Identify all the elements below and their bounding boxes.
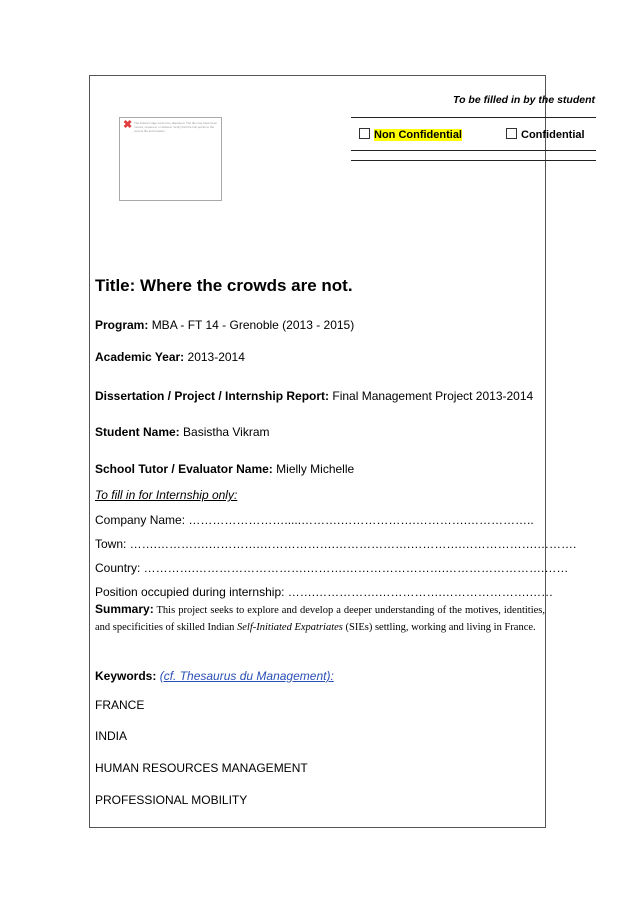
document-title: Title: Where the crowds are not. (95, 276, 353, 295)
tutor-value: Mielly Michelle (276, 462, 355, 476)
confidentiality-selector (351, 117, 596, 151)
summary-text-start: This project seeks to explore and develop a deeper understanding of the motives, identities, and specificities of skilled Indian (95, 605, 545, 633)
student-fill-note: To be filled in by the student (453, 94, 595, 106)
summary-italic-term: Self-Initiated Expatriates (237, 622, 343, 633)
academic-year-label: Academic Year: (95, 350, 185, 364)
student-name-label: Student Name: (95, 425, 180, 439)
keyword-item: INDIA (95, 729, 128, 743)
keywords-label: Keywords: (95, 669, 157, 683)
tutor-label: School Tutor / Evaluator Name: (95, 462, 273, 476)
student-name-value: Basistha Vikram (183, 425, 270, 439)
report-label: Dissertation / Project / Internship Report: (95, 389, 330, 403)
academic-year-value: 2013-2014 (187, 350, 245, 364)
report-value: Final Management Project 2013-2014 (332, 389, 534, 403)
academic-year-field (95, 350, 245, 364)
summary-label: Summary: (95, 602, 154, 616)
divider-line (351, 160, 596, 161)
confidential-label: Confidential (521, 129, 585, 141)
confidential-option[interactable] (506, 128, 585, 141)
program-field (95, 318, 354, 332)
country-line: Country: ………….……………………….……….…………………….…………………….…… (95, 561, 569, 575)
program-label: Program: (95, 318, 149, 332)
town-line: Town: …….………….………….……………….……………….………….……………….………. (95, 537, 577, 551)
summary-paragraph (95, 601, 545, 636)
tutor-field (95, 462, 354, 476)
program-value: MBA - FT 14 - Grenoble (2013 - 2015) (151, 318, 355, 332)
broken-image-icon: ✖ (123, 119, 133, 131)
position-line: Position occupied during internship: …….…………….…………….………………….…… (95, 585, 554, 599)
company-name-line: Company Name: …………………….....……….……………….………….…………….. (95, 513, 534, 527)
non-confidential-option[interactable] (359, 128, 462, 141)
keywords-heading (95, 669, 334, 683)
broken-image-text: The linked image cannot be displayed. The file may have been moved, renamed, or deleted. Verify that the link points to the correct file and location. (134, 121, 218, 133)
non-confidential-label: Non Confidential (374, 129, 462, 141)
keyword-item: HUMAN RESOURCES MANAGEMENT (95, 761, 308, 775)
summary-text-end: (SIEs) settling, working and living in France. (342, 622, 536, 633)
report-field (95, 389, 533, 403)
student-name-field (95, 425, 270, 439)
keyword-item: PROFESSIONAL MOBILITY (95, 793, 248, 807)
non-confidential-checkbox[interactable] (359, 128, 370, 139)
confidential-checkbox[interactable] (506, 128, 517, 139)
internship-heading: To fill in for Internship only: (95, 488, 238, 502)
thesaurus-link[interactable]: (cf. Thesaurus du Management): (159, 669, 334, 683)
broken-image-placeholder (119, 117, 222, 201)
keyword-item: FRANCE (95, 698, 145, 712)
